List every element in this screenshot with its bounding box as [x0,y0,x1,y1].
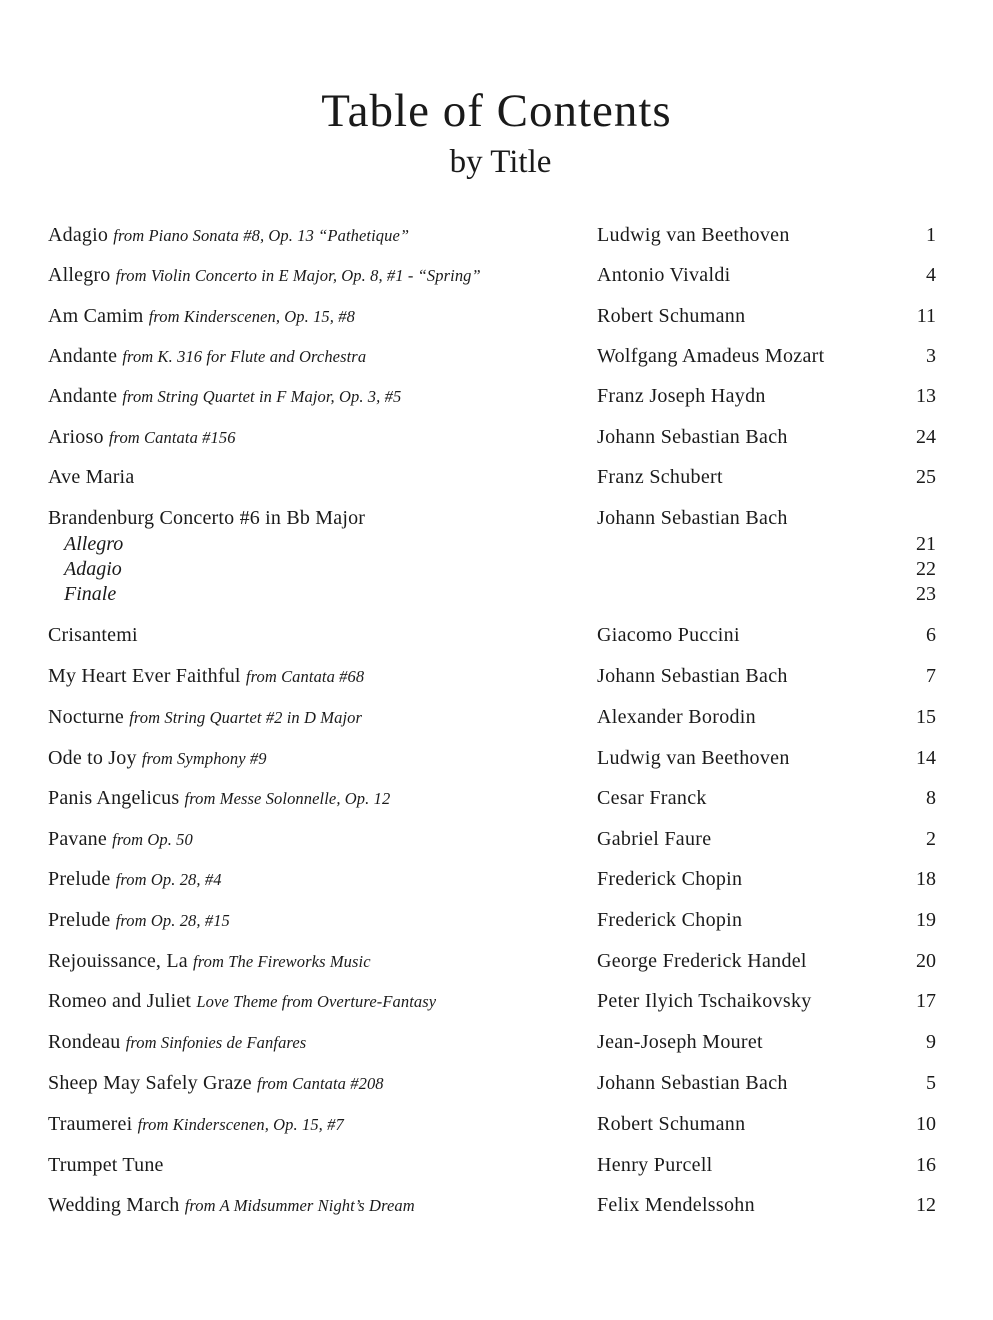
entry-composer: Henry Purcell [597,1154,713,1176]
entry-source: from Piano Sonata #8, Op. 13 “Pathetique” [113,226,410,245]
toc-entry [0,865,993,893]
entry-title-line [48,221,409,250]
entry-title: Crisantemi [48,624,138,646]
entry-source: Love Theme from Overture-Fantasy [196,992,437,1011]
entry-title: Rondeau [48,1031,121,1053]
entry-source: from Kinderscenen, Op. 15, #8 [148,307,355,326]
entry-page: 17 [916,990,936,1012]
entry-title-line [48,825,193,854]
entry-composer: Peter Ilyich Tschaikovsky [597,990,812,1012]
entry-composer: Franz Schubert [597,466,723,488]
entry-title-line [48,784,390,813]
entry-source: from Violin Concerto in E Major, Op. 8, #1 - “Spring” [115,266,481,285]
entry-title-line [48,1110,344,1139]
movement-entry [0,582,993,607]
movement-entry [0,557,993,582]
entry-title: Rejouissance, La [48,950,188,972]
entry-source: from Cantata #68 [245,667,365,686]
entry-title: Sheep May Safely Graze [48,1072,252,1094]
entry-composer: Johann Sebastian Bach [597,665,788,687]
entry-source: from Cantata #156 [108,428,236,447]
toc-entry [0,221,993,249]
entry-title: Andante [48,345,118,367]
page-title: Table of Contents [321,85,672,137]
entry-page: 24 [916,426,936,448]
entry-title: Allegro [48,264,111,286]
entry-source: from String Quartet #2 in D Major [129,708,362,727]
entry-page: 15 [916,706,936,728]
entry-title-line [48,987,436,1016]
entry-source: from Op. 28, #4 [115,870,222,889]
entry-title: Pavane [48,828,107,850]
entry-page: 18 [916,868,936,890]
entry-composer: Frederick Chopin [597,868,743,890]
entry-composer: Johann Sebastian Bach [597,1072,788,1094]
toc-entry [0,621,993,649]
toc-entry [0,302,993,330]
entry-page: 19 [916,909,936,931]
entry-title-line [48,906,230,935]
entry-title: Adagio [48,224,109,246]
entry-title-line [48,463,134,492]
entry-page: 10 [916,1113,936,1135]
movement-page: 23 [916,583,936,605]
toc-entry [0,1110,993,1138]
entry-source: from Kinderscenen, Op. 15, #7 [137,1115,344,1134]
entry-composer: Frederick Chopin [597,909,743,931]
entry-title: Andante [48,385,118,407]
entry-title-line [48,703,362,732]
entry-title: Wedding March [48,1194,180,1216]
entry-page: 5 [926,1072,936,1094]
entry-source: from Op. 28, #15 [115,911,230,930]
entry-title-line [48,865,222,894]
entry-page: 3 [926,345,936,367]
entry-title-line [48,423,236,452]
toc-entry [0,382,993,410]
entry-composer: Robert Schumann [597,305,746,327]
entry-page: 8 [926,787,936,809]
entry-title: Arioso [48,426,104,448]
page-subtitle: by Title [449,144,552,180]
toc-entry [0,703,993,731]
toc-entry [0,1191,993,1219]
entry-page: 11 [916,305,936,327]
entry-composer: Wolfgang Amadeus Mozart [597,345,825,367]
entry-composer: Alexander Borodin [597,706,756,728]
movement-title: Adagio [64,558,122,580]
movement-page: 21 [916,533,936,555]
entry-page: 9 [926,1031,936,1053]
entry-title: Prelude [48,909,111,931]
toc-entry [0,1069,993,1097]
entry-title-line [48,302,355,331]
entry-source: from A Midsummer Night’s Dream [184,1196,415,1215]
entry-composer: Ludwig van Beethoven [597,747,790,769]
entry-page: 7 [926,665,936,687]
entry-composer: Antonio Vivaldi [597,264,731,286]
entry-composer: Gabriel Faure [597,828,712,850]
toc-entry [0,825,993,853]
entry-source: from String Quartet in F Major, Op. 3, #5 [122,387,402,406]
movement-title: Allegro [64,533,124,555]
entry-title: Brandenburg Concerto #6 in Bb Major [48,507,366,529]
entry-composer: Franz Joseph Haydn [597,385,766,407]
entry-page: 25 [916,466,936,488]
entry-title-line [48,947,371,976]
entry-title: Ode to Joy [48,747,137,769]
entry-title-line [48,1191,415,1220]
entry-title-line [48,504,365,533]
entry-title: Ave Maria [48,466,135,488]
entry-source: from Op. 50 [112,830,193,849]
toc-entry [0,784,993,812]
entry-page: 16 [916,1154,936,1176]
entry-composer: Felix Mendelssohn [597,1194,755,1216]
toc-entry [0,987,993,1015]
entry-title-line [48,662,364,691]
toc-entry [0,1028,993,1056]
entry-composer: Ludwig van Beethoven [597,224,790,246]
toc-entry [0,342,993,370]
entry-composer: Jean-Joseph Mouret [597,1031,763,1053]
entry-title: Romeo and Juliet [48,990,192,1012]
entry-title: Traumerei [48,1113,133,1135]
entry-source: from Cantata #208 [256,1074,384,1093]
entry-composer: Giacomo Puccini [597,624,740,646]
entry-page: 4 [926,264,936,286]
toc-entry [0,744,993,772]
movement-page: 22 [916,558,936,580]
entry-composer: George Frederick Handel [597,950,807,972]
entry-page: 20 [916,950,936,972]
movement-entry [0,532,993,557]
toc-entry [0,463,993,491]
entry-title-line [48,261,481,290]
entry-composer: Johann Sebastian Bach [597,507,788,529]
entry-composer: Robert Schumann [597,1113,746,1135]
entry-title: Panis Angelicus [48,787,180,809]
entry-title: Nocturne [48,706,125,728]
entry-source: from The Fireworks Music [193,952,371,971]
entry-title-line [48,342,366,371]
toc-entry [0,947,993,975]
entry-composer: Johann Sebastian Bach [597,426,788,448]
entry-source: from Messe Solonnelle, Op. 12 [184,789,391,808]
entry-page: 1 [926,224,936,246]
entry-page: 2 [926,828,936,850]
entry-page: 6 [926,624,936,646]
toc-entry [0,906,993,934]
entry-title-line [48,382,401,411]
entry-title: Am Camim [48,305,144,327]
toc-entry [0,504,993,532]
entry-source: from K. 316 for Flute and Orchestra [122,347,367,366]
entry-title-line [48,744,267,773]
entry-title-line [48,1028,306,1057]
entry-title-line [48,1069,384,1098]
entry-page: 14 [916,747,936,769]
entry-title: Trumpet Tune [48,1154,164,1176]
toc-entry [0,261,993,289]
entry-title: Prelude [48,868,111,890]
entry-page: 13 [916,385,936,407]
entry-title: My Heart Ever Faithful [48,665,241,687]
entry-composer: Cesar Franck [597,787,707,809]
entry-title-line [48,621,138,650]
toc-entry [0,662,993,690]
entry-source: from Sinfonies de Fanfares [125,1033,307,1052]
entry-page: 12 [916,1194,936,1216]
toc-entry [0,423,993,451]
movement-title: Finale [64,583,117,605]
entry-source: from Symphony #9 [141,749,267,768]
toc-entry [0,1151,993,1179]
entry-title-line [48,1151,164,1180]
